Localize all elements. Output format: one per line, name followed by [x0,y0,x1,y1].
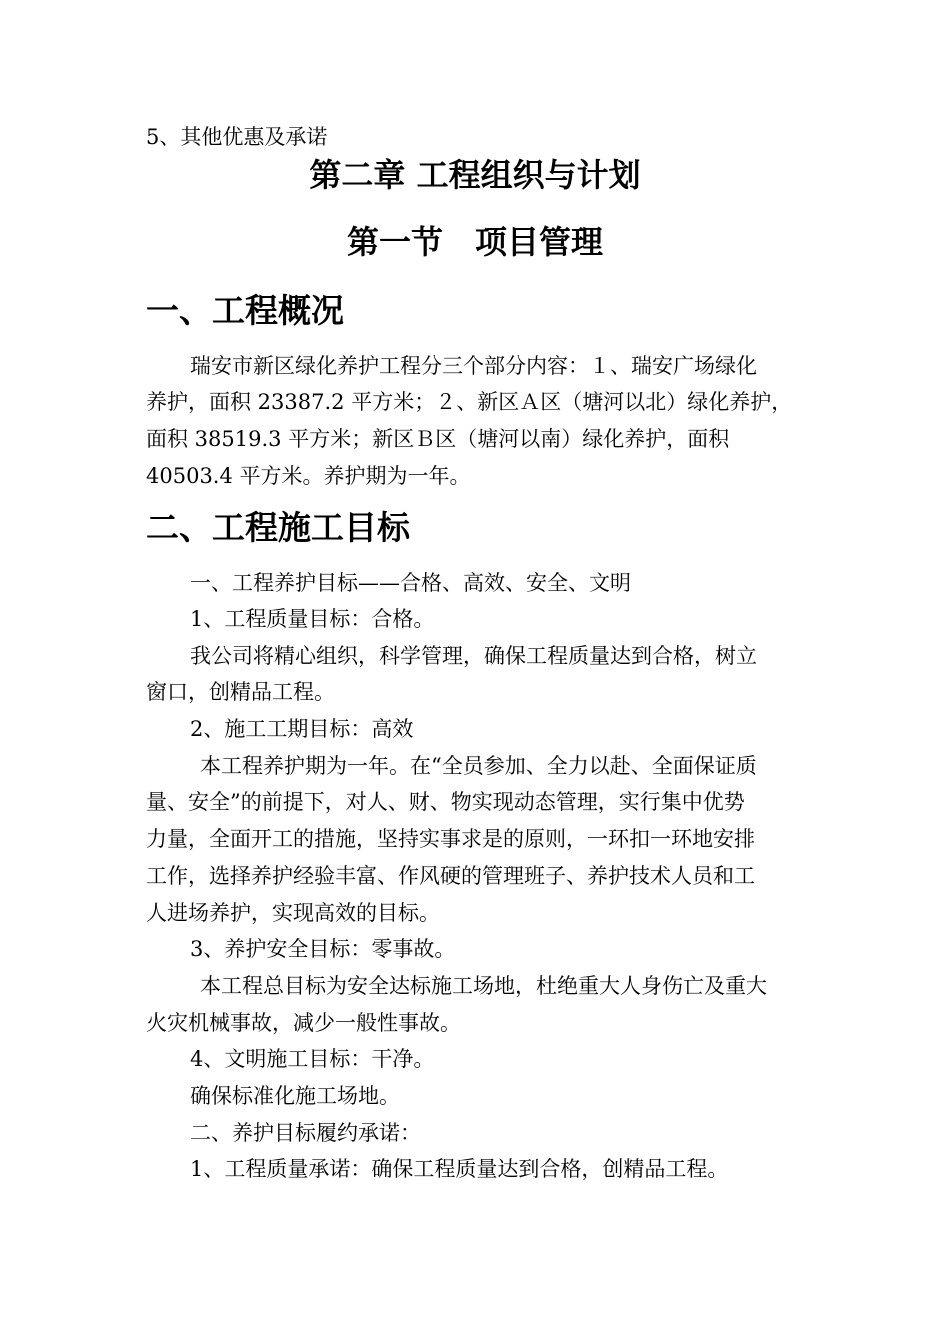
schedule-goal-text: 量、安全”的前提下，对人、财、物实现动态管理，实行集中优势 [146,790,745,814]
overview-line: 面积 38519.3 平方米；新区Ｂ区（塘河以南）绿化养护，面积 [146,427,730,451]
safety-goal-text: 火灾机械事故，减少一般性事故。 [146,1011,461,1035]
quality-goal-text: 窗口，创精品工程。 [146,680,335,704]
schedule-goal-text: 本工程养护期为一年。在“全员参加、全力以赴、全面保证质 [200,754,757,778]
overview-line: 40503.4 平方米。养护期为一年。 [146,464,471,488]
schedule-goal-text: 力量，全面开工的措施，坚持实事求是的原则，一环扣一环地安排 [146,827,755,851]
schedule-goal-text: 人进场养护，实现高效的目标。 [146,901,440,925]
section-title: 第一节 项目管理 [346,223,603,261]
list-item-other-offers: 5、其他优惠及承诺 [146,125,328,149]
quality-goal-text: 我公司将精心组织，科学管理，确保工程质量达到合格，树立 [190,644,757,668]
subheading-maintenance-goals: 一、工程养护目标——合格、高效、安全、文明 [190,571,631,595]
overview-line: 瑞安市新区绿化养护工程分三个部分内容：１、瑞安广场绿化 [190,354,757,378]
overview-line: 养护，面积 23387.2 平方米；２、新区Ａ区（塘河以北）绿化养护， [146,390,793,414]
civil-goal-label: 4、文明施工目标：干净。 [190,1047,435,1071]
heading-project-overview: 一、工程概况 [146,291,344,330]
safety-goal-label: 3、养护安全目标：零事故。 [190,937,456,961]
chapter-title: 第二章 工程组织与计划 [309,156,641,194]
schedule-goal-label: 2、施工工期目标：高效 [190,717,414,741]
civil-goal-text: 确保标准化施工场地。 [190,1084,400,1108]
quality-commitment: 1、工程质量承诺：确保工程质量达到合格，创精品工程。 [190,1157,729,1181]
quality-goal-label: 1、工程质量目标：合格。 [190,607,435,631]
subheading-commitments: 二、养护目标履约承诺： [190,1121,421,1145]
heading-construction-goals: 二、工程施工目标 [146,508,410,547]
schedule-goal-text: 工作，选择养护经验丰富、作风硬的管理班子、养护技术人员和工 [146,864,755,888]
safety-goal-text: 本工程总目标为安全达标施工场地，杜绝重大人身伤亡及重大 [200,974,767,998]
